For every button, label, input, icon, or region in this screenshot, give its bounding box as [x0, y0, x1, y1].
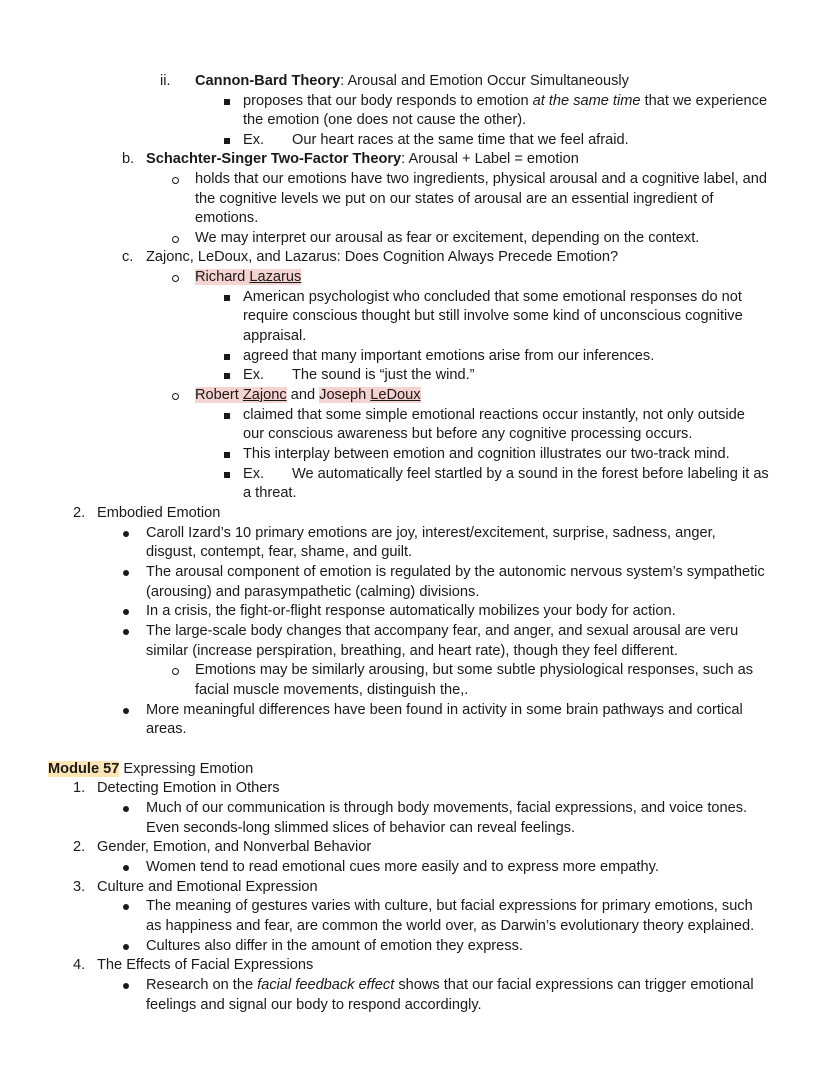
text-run: the emotion (one does not cause the other). — [243, 112, 527, 128]
text-run: The large-scale body changes that accompany fear, and anger, and sexual arousal are veru — [146, 623, 739, 639]
section-heading — [0, 956, 828, 976]
text-run: the cognitive levels we put on our states of arousal are an essential ingredient of — [195, 191, 714, 207]
text-run: Women tend to read emotional cues more easily and to express more empathy. — [146, 859, 659, 875]
list-item-continuation — [0, 543, 828, 563]
section-title: The Effects of Facial Expressions — [97, 957, 314, 973]
text-run: claimed that some simple emotional reactions occur instantly, not only outside — [243, 407, 745, 423]
list-marker: 4. — [73, 957, 86, 973]
example-text: Our heart races at the same time that we feel afraid. — [292, 132, 629, 148]
example-text: The sound is “just the wind.” — [292, 367, 475, 383]
dot-bullet-icon — [123, 531, 129, 537]
dot-bullet-icon — [123, 570, 129, 576]
text-run: as happiness and fear, are common the world over, as Darwin’s evolutionary theory explained. — [146, 918, 755, 934]
list-item-zajonc-ledoux — [0, 386, 828, 406]
list-item — [0, 366, 828, 386]
text-run: In a crisis, the fight-or-flight response automatically mobilizes your body for action. — [146, 603, 676, 619]
embodied-emotion-title: Embodied Emotion — [97, 505, 221, 521]
square-bullet-icon — [224, 295, 230, 301]
list-item — [0, 288, 828, 308]
text-run: Emotions may be similarly arousing, but some subtle physiological responses, such as — [195, 662, 754, 678]
square-bullet-icon — [224, 373, 230, 379]
module-label: Module 57 — [48, 761, 120, 777]
text-run: (arousing) and parasympathetic (calming) divisions. — [146, 584, 480, 600]
text-run: Caroll Izard’s 10 primary emotions are joy, interest/excitement, surprise, sadness, anger, — [146, 525, 716, 541]
dot-bullet-icon — [123, 629, 129, 635]
list-item — [0, 170, 828, 190]
list-marker: 2. — [73, 505, 86, 521]
square-bullet-icon — [224, 472, 230, 478]
list-item-continuation — [0, 484, 828, 504]
list-item-continuation — [0, 583, 828, 603]
list-item — [0, 937, 828, 957]
list-item — [0, 799, 828, 819]
circle-bullet-icon — [172, 393, 179, 400]
schachter-singer-title: Schachter-Singer Two-Factor Theory — [146, 151, 402, 167]
list-item-continuation — [0, 307, 828, 327]
schachter-singer-heading — [0, 150, 828, 170]
text-run: We may interpret our arousal as fear or excitement, depending on the context. — [195, 230, 700, 246]
section-heading — [0, 838, 828, 858]
cannon-bard-heading — [0, 72, 828, 92]
list-item — [0, 897, 828, 917]
square-bullet-icon — [224, 138, 230, 144]
square-bullet-icon — [224, 413, 230, 419]
embodied-emotion-heading — [0, 504, 828, 524]
text-run: Richard — [195, 269, 250, 285]
square-bullet-icon — [224, 452, 230, 458]
example-label: Ex. — [243, 132, 265, 148]
text-run: agreed that many important emotions arise from our inferences. — [243, 348, 655, 364]
square-bullet-icon — [224, 354, 230, 360]
text-run: appraisal. — [243, 328, 307, 344]
highlighted-name — [319, 387, 420, 403]
text-run: disgust, contempt, fear, shame, and guilt. — [146, 544, 413, 560]
list-item-continuation — [0, 327, 828, 347]
dot-bullet-icon — [123, 806, 129, 812]
emphasis-text: at the same time — [532, 93, 641, 109]
text-run: shows that our facial expressions can trigger emotional — [394, 977, 754, 993]
dot-bullet-icon — [123, 708, 129, 714]
text-run: Robert — [195, 387, 243, 403]
circle-bullet-icon — [172, 275, 179, 282]
list-item-continuation — [0, 111, 828, 131]
zajonc-title: Zajonc, LeDoux, and Lazarus: Does Cognition Always Precede Emotion? — [146, 249, 619, 265]
text-run: and — [286, 387, 320, 403]
text-run: similar (increase perspiration, breathing, and heart rate), though they feel different. — [146, 643, 678, 659]
section-heading — [0, 779, 828, 799]
dot-bullet-icon — [123, 865, 129, 871]
text-run: require conscious thought but still involve some kind of unconscious cognitive — [243, 308, 743, 324]
circle-bullet-icon — [172, 668, 179, 675]
list-marker: b. — [122, 151, 135, 167]
list-item — [0, 524, 828, 544]
section-heading — [0, 878, 828, 898]
square-bullet-icon — [224, 99, 230, 105]
list-item-continuation — [0, 996, 828, 1016]
example-label: Ex. — [243, 367, 265, 383]
dot-bullet-icon — [123, 904, 129, 910]
list-item-continuation — [0, 720, 828, 740]
circle-bullet-icon — [172, 177, 179, 184]
module-title: Expressing Emotion — [119, 761, 254, 777]
highlighted-name — [195, 269, 301, 285]
list-marker: ii. — [160, 73, 171, 89]
list-marker: 2. — [73, 839, 86, 855]
dot-bullet-icon — [123, 983, 129, 989]
text-run: areas. — [146, 721, 187, 737]
list-item — [0, 131, 828, 151]
dot-bullet-icon — [123, 609, 129, 615]
list-item — [0, 976, 828, 996]
text-run: The meaning of gestures varies with culture, but facial expressions for primary emotions, such — [146, 898, 753, 914]
section-title: Culture and Emotional Expression — [97, 879, 318, 895]
module-heading — [0, 760, 828, 780]
text-run: facial muscle movements, distinguish the,. — [195, 682, 469, 698]
example-text: We automatically feel startled by a sound in the forest before labeling it as — [292, 466, 769, 482]
cannon-bard-title: Cannon-Bard Theory — [195, 73, 341, 89]
list-marker: 3. — [73, 879, 86, 895]
schachter-singer-subtitle: : Arousal + Label = emotion — [401, 151, 579, 167]
list-item — [0, 465, 828, 485]
text-run: Even seconds-long slimmed slices of behavior can reveal feelings. — [146, 820, 576, 836]
list-item-continuation — [0, 681, 828, 701]
text-run: emotions. — [195, 210, 259, 226]
list-item — [0, 661, 828, 681]
emphasis-text: facial feedback effect — [257, 977, 395, 993]
underlined-name: LeDoux — [370, 387, 421, 403]
list-marker: c. — [122, 249, 134, 265]
text-run: that we experience — [640, 93, 768, 109]
text-run: More meaningful differences have been found in activity in some brain pathways and cortical — [146, 702, 743, 718]
text-run: a threat. — [243, 485, 297, 501]
text-run: feelings and signal our body to respond accordingly. — [146, 997, 482, 1013]
text-run: Joseph — [319, 387, 371, 403]
zajonc-heading — [0, 248, 828, 268]
section-title: Gender, Emotion, and Nonverbal Behavior — [97, 839, 372, 855]
cannon-bard-subtitle: : Arousal and Emotion Occur Simultaneously — [340, 73, 629, 89]
text-run: Research on the — [146, 977, 258, 993]
underlined-name: Lazarus — [249, 269, 302, 285]
list-item-continuation — [0, 642, 828, 662]
text-run: Much of our communication is through body movements, facial expressions, and voice tones. — [146, 800, 748, 816]
circle-bullet-icon — [172, 236, 179, 243]
list-item-continuation — [0, 209, 828, 229]
underlined-name: Zajonc — [242, 387, 287, 403]
text-run: our conscious awareness but before any cognitive processing occurs. — [243, 426, 693, 442]
text-run: Cultures also differ in the amount of emotion they express. — [146, 938, 523, 954]
highlighted-name — [195, 387, 287, 403]
section-title: Detecting Emotion in Others — [97, 780, 280, 796]
text-run: proposes that our body responds to emotion — [243, 93, 533, 109]
list-item-continuation — [0, 425, 828, 445]
list-item-continuation — [0, 917, 828, 937]
text-run: American psychologist who concluded that some emotional responses do not — [243, 289, 742, 305]
list-item — [0, 92, 828, 112]
list-item-lazarus — [0, 268, 828, 288]
text-run: This interplay between emotion and cognition illustrates our two-track mind. — [243, 446, 730, 462]
text-run: holds that our emotions have two ingredients, physical arousal and a cognitive label, and — [195, 171, 767, 187]
list-item — [0, 229, 828, 249]
list-item — [0, 445, 828, 465]
list-item — [0, 701, 828, 721]
dot-bullet-icon — [123, 944, 129, 950]
list-item — [0, 563, 828, 583]
list-item — [0, 406, 828, 426]
list-item — [0, 602, 828, 622]
list-item — [0, 858, 828, 878]
list-item — [0, 622, 828, 642]
example-label: Ex. — [243, 466, 265, 482]
list-item — [0, 347, 828, 367]
text-run: The arousal component of emotion is regulated by the autonomic nervous system’s sympathetic — [146, 564, 765, 580]
list-item-continuation — [0, 190, 828, 210]
list-marker: 1. — [73, 780, 86, 796]
list-item-continuation — [0, 819, 828, 839]
